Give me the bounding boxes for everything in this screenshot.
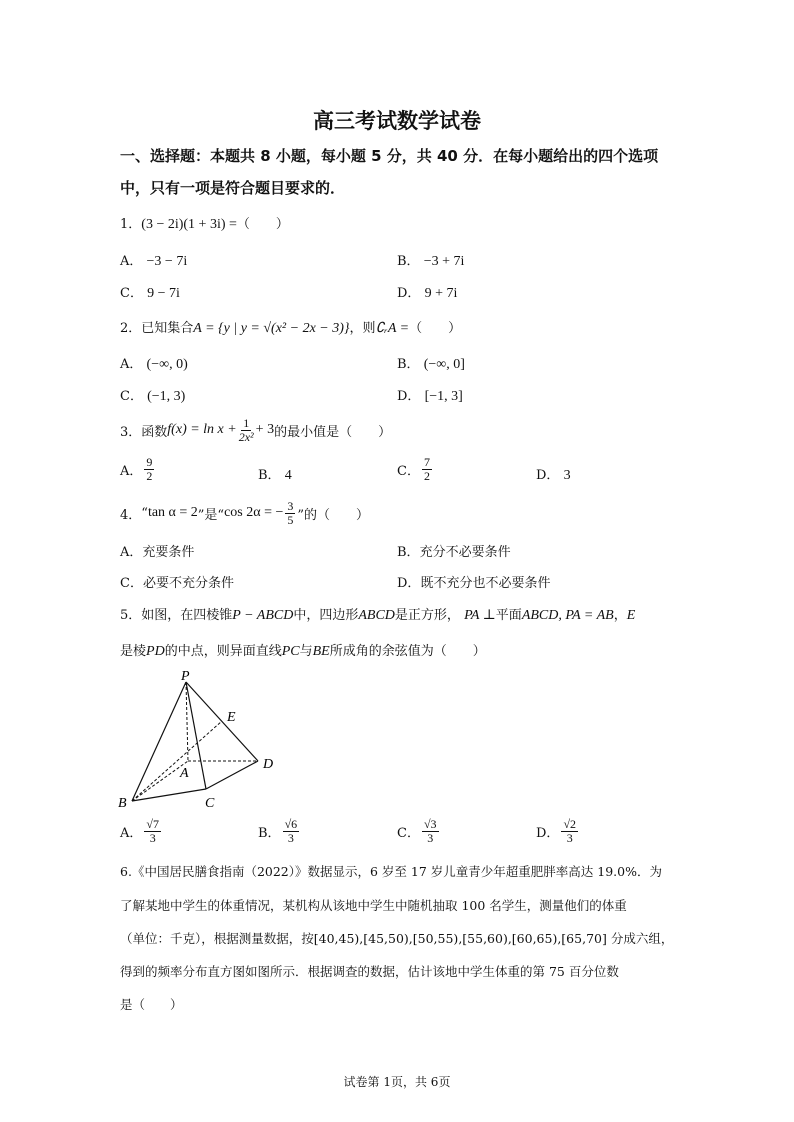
section-heading-line2: 中，只有一项是符合题目要求的． (120, 179, 346, 197)
option-b: B． $\frac{√6}{3}$ (258, 817, 298, 845)
page-title: 高三考试数学试卷 (313, 109, 481, 133)
vertex-label-d: D (263, 757, 274, 772)
set-definition-math: A = {y | y = √(x² − 2x − 3)} (193, 321, 350, 336)
option-d: D． $\frac{√2}{3}$ (536, 817, 577, 845)
question-stem-tail: （ ） (236, 217, 289, 232)
vertex-label-a: A (180, 766, 189, 781)
page-footer: 试卷第 1页，共 6页 (343, 1075, 451, 1089)
edge-cd (206, 761, 258, 789)
option-a: A． $\frac{√7}{3}$ (120, 817, 159, 845)
question-6-line4: 得到的频率分布直方图如图所示．根据调查的数据，估计该地中学生体重的第 75 百分位数 (120, 964, 619, 979)
pyramid-figure (110, 665, 290, 815)
question-6-line5: 是（ ） (120, 997, 183, 1012)
question-6-line3: （单位：千克），根据测量数据，按[40,45),[45,50),[50,55),[55,60),[60,65),[65,70] 分成六组， (120, 931, 674, 946)
question-5-line1: 5．如图，在四棱锥P − ABCD中，四边形ABCD是正方形， PA ⊥平面ABCD, PA = AB，E (120, 608, 636, 623)
option-d: D． [−1, 3] (397, 389, 463, 404)
option-c: C． (−1, 3) (120, 389, 186, 404)
option-d: D． 3 (536, 468, 571, 483)
edge-pb (132, 682, 186, 801)
question-6-line1: 6.《中国居民膳食指南（2022）》数据显示，6 岁至 17 岁儿童青少年超重肥胖率高达 19.0%．为 (120, 864, 662, 879)
question-6-line2: 了解某地中学生的体重情况，某机构从该地中学生中随机抽取 100 名学生，测量他们的体重 (120, 898, 627, 913)
vertex-label-c: C (205, 796, 215, 811)
question-2: 2．已知集合A = {y | y = √(x² − 2x − 3)}，则∁ᵣA =（ ） (120, 321, 462, 336)
question-math: (3 − 2i)(1 + 3i) = (141, 217, 237, 232)
option-d: D． 9 + 7i (397, 286, 458, 301)
option-c: C． 9 − 7i (120, 286, 180, 301)
question-3: 3． 函数 f(x) = ln x + $\frac{1}{\text{2x²}}$ + 3 的最小值是（ ） (120, 415, 392, 444)
edge-pc (186, 682, 206, 789)
option-a: A．充要条件 (120, 545, 195, 560)
option-d: D．既不充分也不必要条件 (397, 576, 551, 591)
question-4: 4． “ tan α = 2 ”是“ cos 2α = − $\frac{3}{5}$ ”的（ ） (120, 498, 370, 527)
option-b: B． 4 (258, 468, 292, 483)
option-a: A． (−∞, 0) (120, 357, 188, 372)
option-c: C．必要不充分条件 (120, 576, 234, 591)
question-1 (120, 213, 289, 233)
fraction: $\frac{1}{\text{2x²}}$ (238, 415, 254, 444)
question-5-line2: 是棱PD的中点，则异面直线PC与BE所成角的余弦值为（ ） (120, 644, 486, 659)
vertex-label-b: B (118, 796, 127, 811)
option-b: B． (−∞, 0] (397, 357, 465, 372)
option-a: A． −3 − 7i (120, 254, 188, 269)
option-a: A． $\frac{9}{2}$ (120, 455, 153, 483)
vertex-label-p: P (181, 669, 190, 684)
option-b: B． −3 + 7i (397, 254, 465, 269)
vertex-label-e: E (227, 710, 236, 725)
question-number: 1． (120, 217, 142, 232)
option-b: B．充分不必要条件 (397, 545, 511, 560)
section-heading-line1: 一、选择题：本题共 8 小题，每小题 5 分，共 40 分．在每小题给出的四个选项 (120, 147, 659, 165)
option-c: C． $\frac{7}{2}$ (397, 455, 430, 483)
option-c: C． $\frac{√3}{3}$ (397, 817, 437, 845)
